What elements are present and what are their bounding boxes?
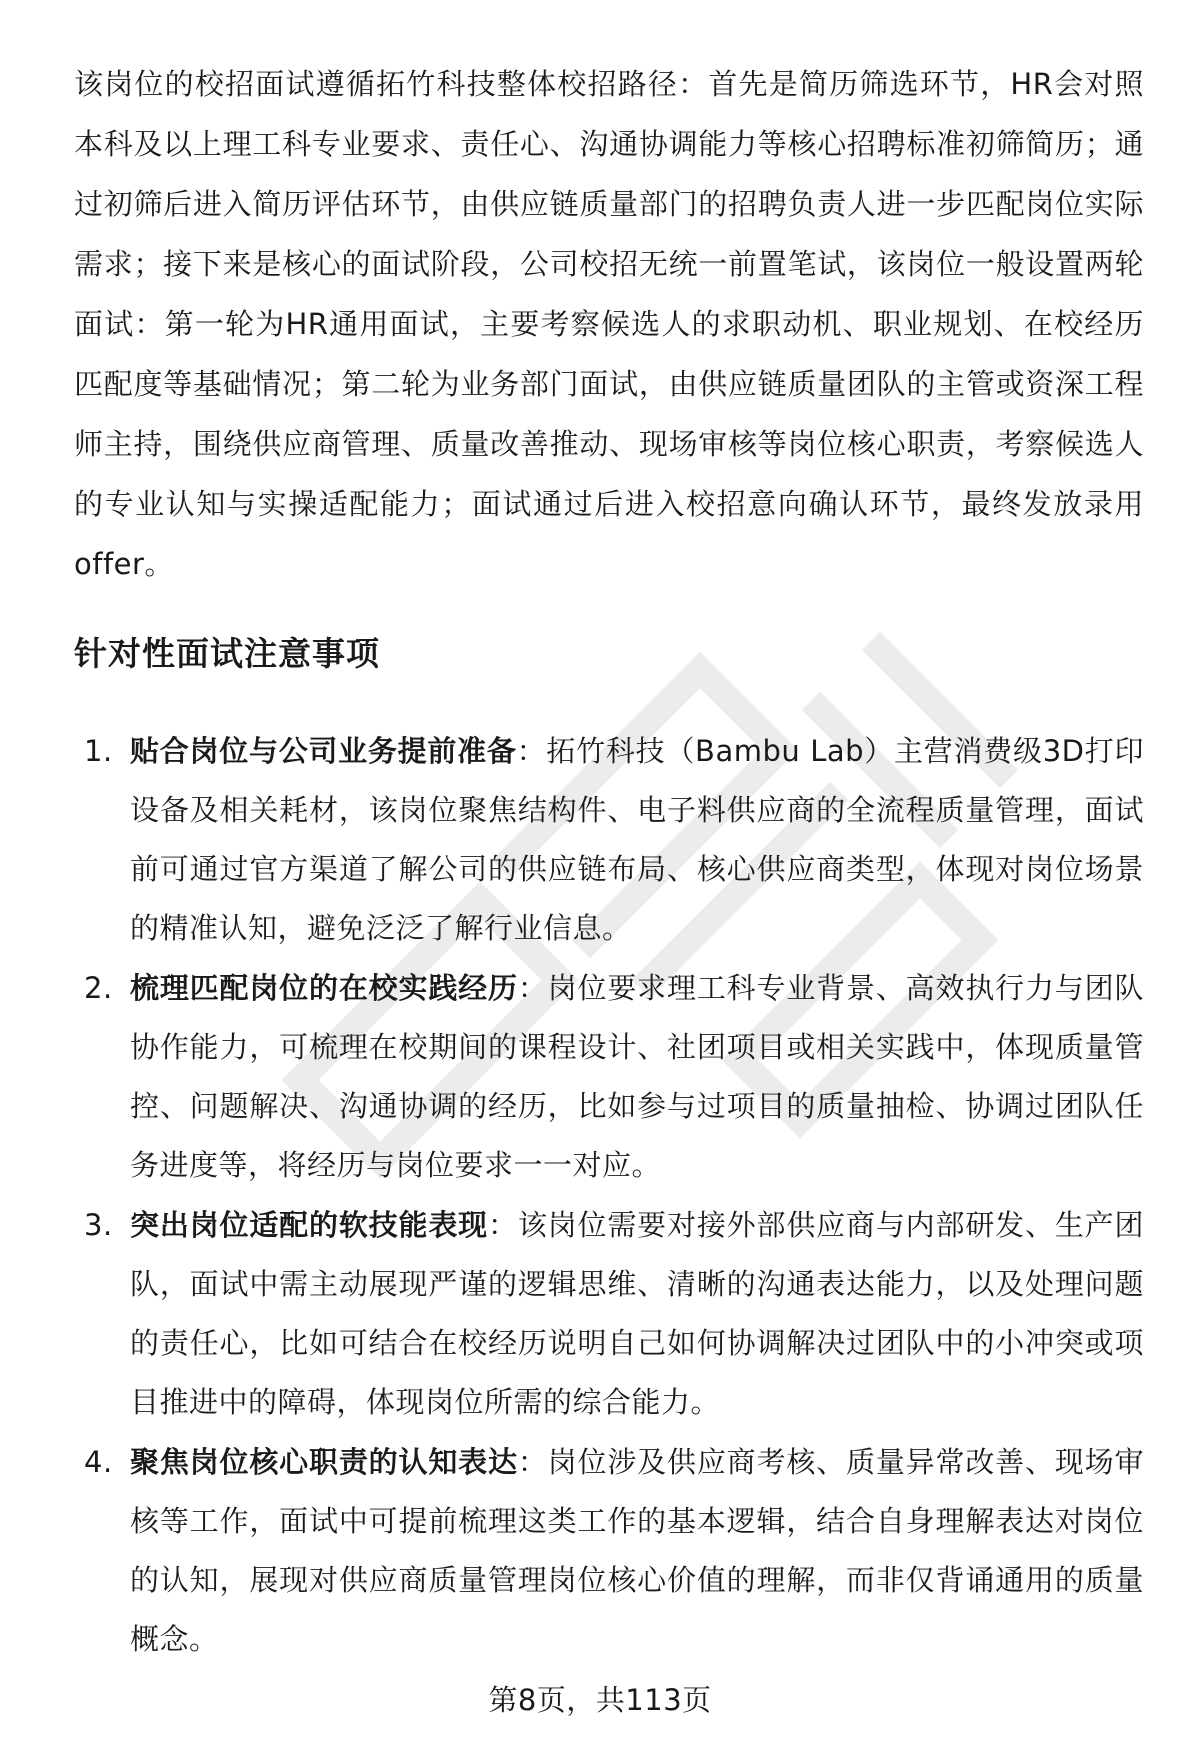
item-number: 3. [84, 1208, 113, 1242]
item-text: ：岗位涉及供应商考核、质量异常改善、现场审核等工作，面试中可提前梳理这类工作的基本逻辑，结合自身理解表达对岗位的认知，展现对供应商质量管理岗位核心价值的理解，而非仅背诵通用的质量概念。 [130, 1445, 1144, 1656]
item-text: ：该岗位需要对接外部供应商与内部研发、生产团队，面试中需主动展现严谨的逻辑思维、清晰的沟通表达能力，以及处理问题的责任心，比如可结合在校经历说明自己如何协调解决过团队中的小冲突或项目推进中的障碍，体现岗位所需的综合能力。 [130, 1208, 1144, 1419]
list-item [74, 1196, 1144, 1432]
list-item [74, 959, 1144, 1195]
item-title: 聚焦岗位核心职责的认知表达 [130, 1445, 518, 1479]
list-item [74, 1433, 1144, 1669]
item-text: ：岗位要求理工科专业背景、高效执行力与团队协作能力，可梳理在校期间的课程设计、社团项目或相关实践中，体现质量管控、问题解决、沟通协调的经历，比如参与过项目的质量抽检、协调过团队任务进度等，将经历与岗位要求一一对应。 [130, 971, 1144, 1182]
list-item [74, 722, 1144, 958]
item-text: ：拓竹科技（Bambu Lab）主营消费级3D打印设备及相关耗材，该岗位聚焦结构件、电子料供应商的全流程质量管理，面试前可通过官方渠道了解公司的供应链布局、核心供应商类型，体现对岗位场景的精准认知，避免泛泛了解行业信息。 [130, 734, 1144, 945]
item-number: 2. [84, 971, 113, 1005]
interview-tips-list [74, 722, 1144, 1670]
item-title: 贴合岗位与公司业务提前准备 [130, 734, 517, 768]
item-title: 突出岗位适配的软技能表现 [130, 1208, 488, 1242]
item-number: 1. [84, 734, 113, 768]
page-footer: 第8页，共113页 [488, 1683, 712, 1717]
item-title: 梳理匹配岗位的在校实践经历 [130, 971, 518, 1005]
section-title: 针对性面试注意事项 [74, 634, 380, 673]
intro-paragraph: 该岗位的校招面试遵循拓竹科技整体校招路径：首先是简历筛选环节，HR会对照本科及以上理工科专业要求、责任心、沟通协调能力等核心招聘标准初筛简历；通过初筛后进入简历评估环节，由供应链质量部门的招聘负责人进一步匹配岗位实际需求；接下来是核心的面试阶段，公司校招无统一前置笔试，该岗位一般设置两轮面试：第一轮为HR通用面试，主要考察候选人的求职动机、职业规划、在校经历匹配度等基础情况；第二轮为业务部门面试，由供应链质量团队的主管或资深工程师主持，围绕供应商管理、质量改善推动、现场审核等岗位核心职责，考察候选人的专业认知与实操适配能力；面试通过后进入校招意向确认环节，最终发放录用offer。 [74, 67, 1144, 581]
item-number: 4. [84, 1445, 113, 1479]
